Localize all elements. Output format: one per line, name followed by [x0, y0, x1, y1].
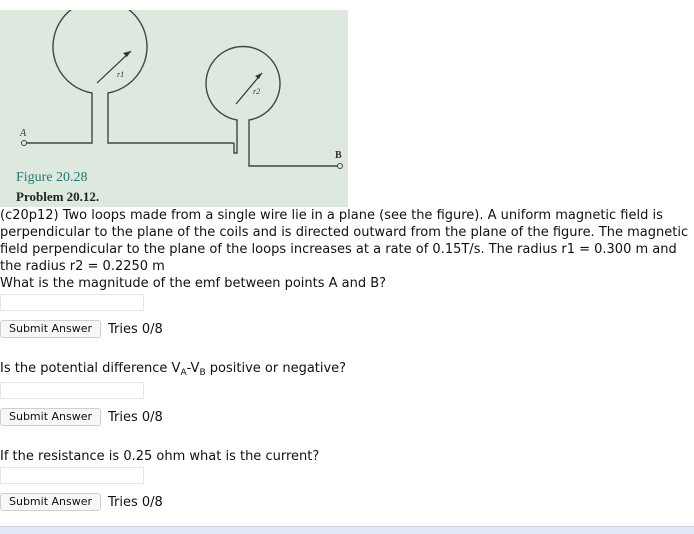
question-2-mid: -V — [186, 361, 200, 376]
loop-1-wire — [24, 10, 234, 143]
terminal-a — [22, 141, 27, 146]
question-2-suffix: positive or negative? — [205, 361, 347, 376]
question-2-subscript-b: B — [199, 368, 206, 378]
tries-2-counter: Tries 0/8 — [108, 410, 163, 425]
submit-answer-1-button[interactable]: Submit Answer — [0, 320, 101, 338]
radius-r2-label: r2 — [253, 87, 261, 96]
question-2-text — [0, 360, 346, 382]
bottom-bar — [0, 526, 694, 534]
question-2-subscript-a: A — [180, 368, 187, 378]
answer-3-input[interactable] — [0, 467, 144, 484]
radius-r1-label: r1 — [117, 70, 125, 79]
point-a-label: A — [20, 128, 27, 139]
answer-2-input[interactable] — [0, 382, 144, 399]
question-3-text: If the resistance is 0.25 ohm what is the current? — [0, 449, 320, 464]
r2-arrowhead — [255, 73, 262, 79]
loop-2-wire — [206, 46, 338, 166]
submit-answer-3-button[interactable]: Submit Answer — [0, 493, 101, 511]
point-b-label: B — [335, 150, 342, 161]
question-1-text: What is the magnitude of the emf between points A and B? — [0, 276, 387, 291]
question-2-prefix: Is the potential difference V — [0, 361, 181, 376]
submit-answer-2-button[interactable]: Submit Answer — [0, 408, 101, 426]
r1-arrowhead — [123, 51, 131, 57]
tries-1-counter: Tries 0/8 — [108, 322, 163, 337]
figure-title: Figure 20.28 — [16, 170, 88, 185]
answer-1-input[interactable] — [0, 294, 144, 311]
terminal-b — [338, 164, 343, 169]
tries-3-counter: Tries 0/8 — [108, 495, 163, 510]
problem-figure — [0, 10, 348, 207]
figure-caption: Problem 20.12. — [16, 189, 100, 204]
problem-statement: (c20p12) Two loops made from a single wire lie in a plane (see the figure). A uniform magnetic field is perpendicular to the plane of the coils and is directed outward from the plane of the figure. The magnetic field perpendicular to the plane of the loops increases at a rate of 0.15T/s. The radius r1 = 0.300 m and the radius r2 = 0.2250 m — [0, 208, 689, 274]
